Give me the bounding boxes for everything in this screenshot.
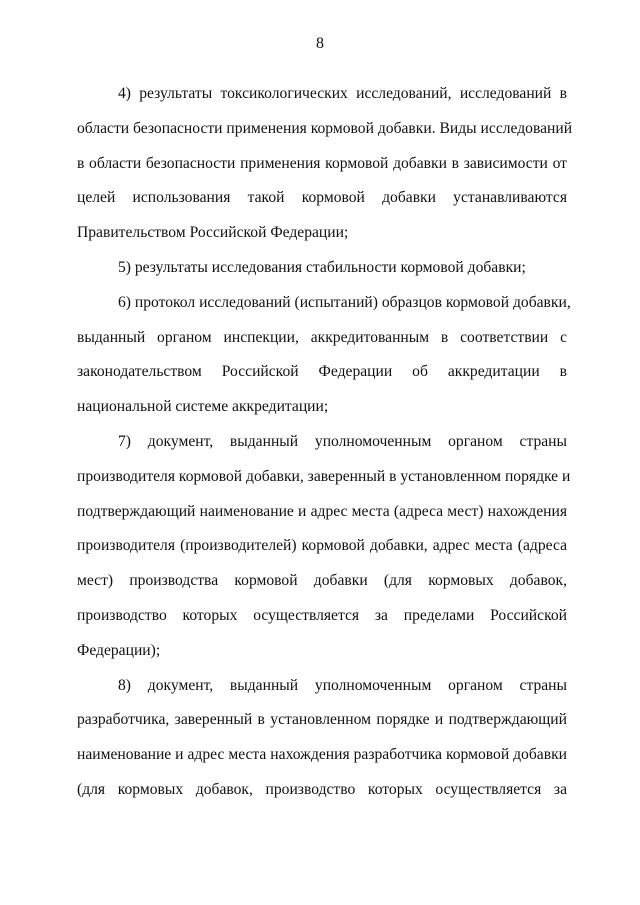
text-line: (для кормовых добавок, производство которых осуществляется за: [77, 780, 567, 798]
text-line: 8) документ, выданный уполномоченным органом страны: [118, 676, 567, 694]
paragraph-item-8: [77, 669, 567, 808]
text-line: производителя (производителей) кормовой добавки, адрес места (адреса: [77, 537, 567, 555]
text-line: производителя кормовой добавки, заверенный в установленном порядке и: [77, 467, 571, 485]
paragraph-item-4: [77, 77, 573, 251]
text-line: наименование и адрес места нахождения разработчика кормовой добавки: [77, 746, 567, 764]
text-line: Федерации);: [77, 641, 161, 659]
text-line: подтверждающий наименование и адрес места (адреса мест) нахождения: [77, 502, 567, 520]
page-number: 8: [316, 35, 324, 52]
text-line: выданный органом инспекции, аккредитованным в соответствии с: [77, 328, 567, 346]
text-line: 7) документ, выданный уполномоченным органом страны: [118, 432, 567, 450]
text-line: производство которых осуществляется за пределами Российской: [77, 606, 567, 624]
text-line: национальной системе аккредитации;: [77, 398, 329, 416]
text-line: 4) результаты токсикологических исследований, исследований в: [118, 85, 567, 102]
text-line: Правительством Российской Федерации;: [77, 224, 349, 242]
text-line: разработчика, заверенный в установленном порядке и подтверждающий: [77, 711, 567, 729]
text-line: в области безопасности применения кормовой добавки в зависимости от: [77, 154, 567, 172]
text-line: 5) результаты исследования стабильности кормовой добавки;: [118, 258, 526, 276]
text-line: мест) производства кормовой добавки (для кормовых добавок,: [77, 572, 567, 590]
text-line: 6) протокол исследований (испытаний) образцов кормовой добавки,: [118, 293, 571, 311]
paragraph-item-6: [77, 286, 571, 425]
text-line: области безопасности применения кормовой добавки. Виды исследований: [77, 119, 573, 137]
paragraph-item-7: [77, 425, 571, 669]
text-line: законодательством Российской Федерации об аккредитации в: [77, 363, 567, 381]
text-line: целей использования такой кормовой добавки устанавливаются: [77, 189, 567, 207]
document-body: [77, 77, 573, 808]
paragraph-item-5: [77, 251, 567, 286]
